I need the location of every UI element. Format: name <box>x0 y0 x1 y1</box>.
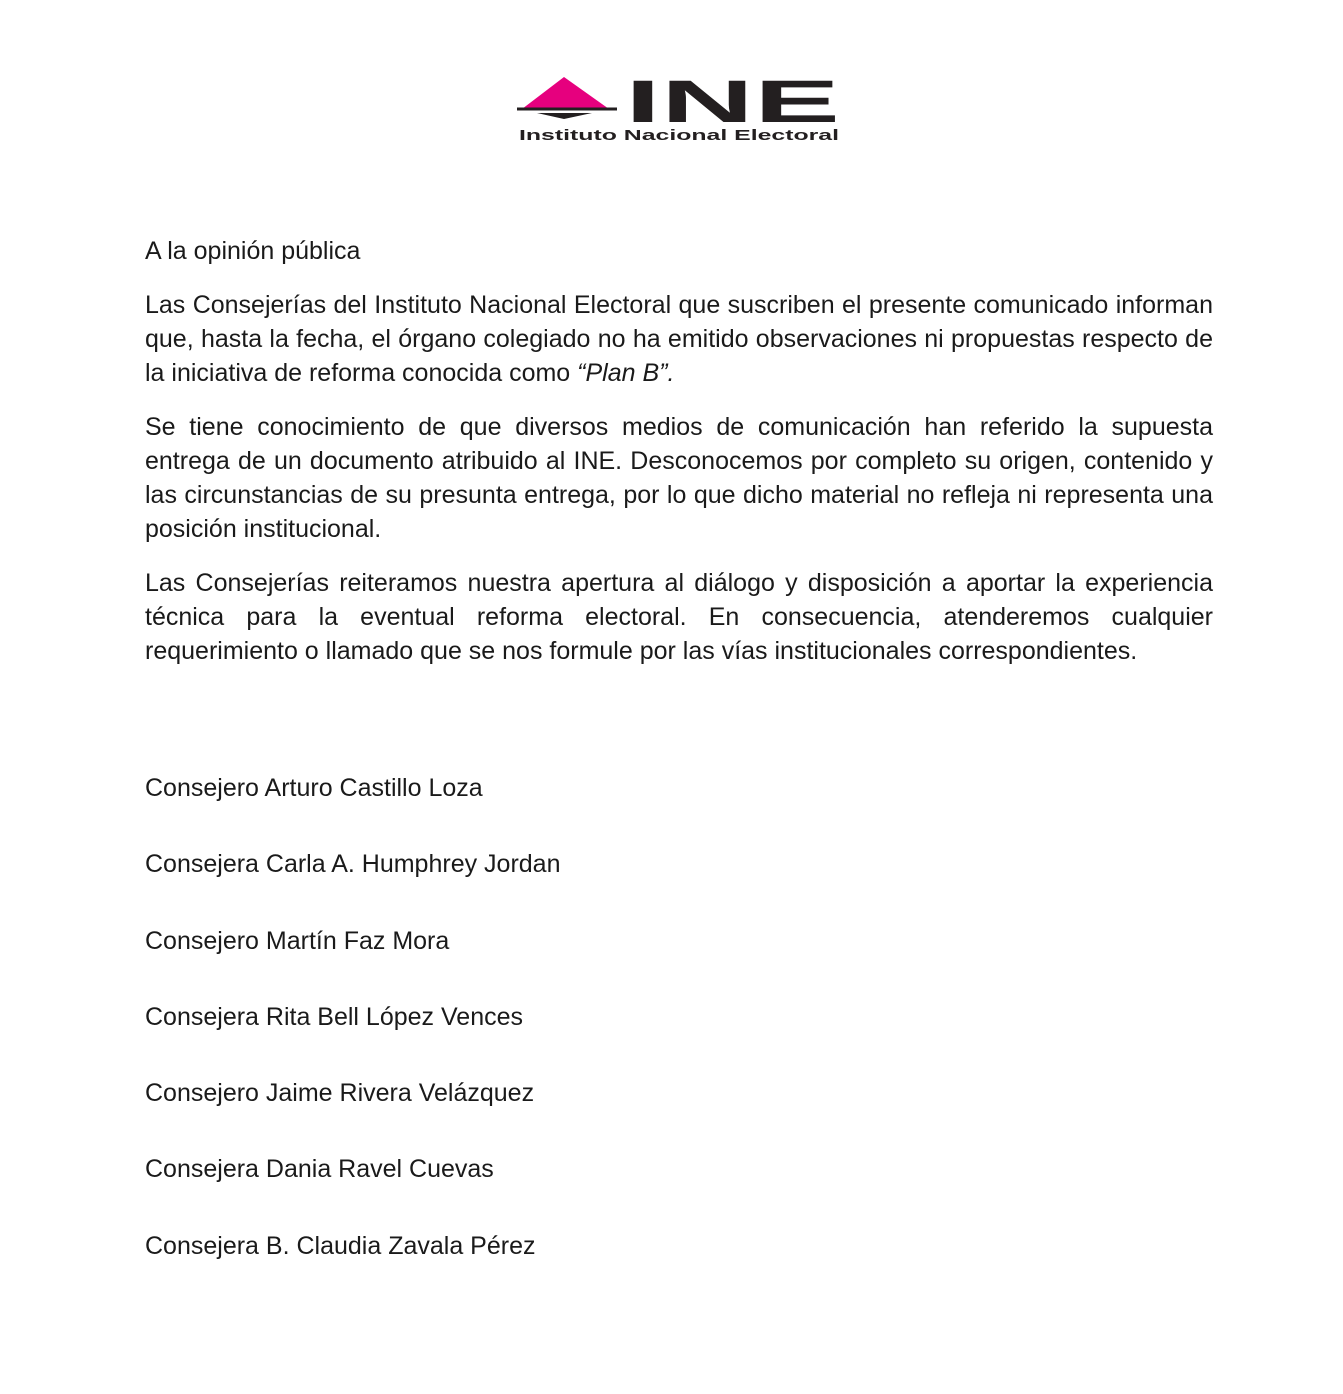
statement-body <box>145 234 1213 688</box>
signatory-7: Consejera B. Claudia Zavala Pérez <box>145 1231 536 1260</box>
ine-logo-subtitle: Instituto Nacional Electoral <box>519 128 839 144</box>
paragraph-1 <box>145 288 1213 390</box>
signatory-2: Consejera Carla A. Humphrey Jordan <box>145 850 561 879</box>
signatory-3: Consejero Martín Faz Mora <box>145 926 450 955</box>
signatory-1: Consejero Arturo Castillo Loza <box>145 774 483 802</box>
paragraph-1-text: Las Consejerías del Instituto Nacional Electoral que suscriben el presente comunicado informan que, hasta la fecha, el órgano colegiado no ha emitido observaciones ni propuestas respecto de la iniciativa de reforma conocida como <box>145 291 1213 387</box>
salutation: A la opinión pública <box>145 237 361 265</box>
ine-logo-pink-diamond-icon <box>522 77 609 109</box>
signatory-4: Consejera Rita Bell López Vences <box>145 1002 524 1031</box>
ine-logo-lower-triangle <box>537 113 592 119</box>
signatories-list <box>145 771 945 1305</box>
ine-logo-wordmark: INE <box>625 75 840 135</box>
ine-logo-graphic <box>517 75 847 145</box>
paragraph-2: Se tiene conocimiento de que diversos medios de comunicación han referido la supuesta entrega de un documento atribuido al INE. Desconocemos por completo su origen, contenido y las circunstancias de su presunta entrega, por lo que dicho material no refleja ni representa una posición institucional. <box>145 413 1213 543</box>
signatory-5: Consejero Jaime Rivera Velázquez <box>145 1079 535 1108</box>
signatory-6: Consejera Dania Ravel Cuevas <box>145 1155 494 1184</box>
paragraph-3: Las Consejerías reiteramos nuestra apertura al diálogo y disposición a aportar la experiencia técnica para la eventual reforma electoral. En consecuencia, atenderemos cualquier requerimiento o llamado que se nos formule por las vías institucionales correspondientes. <box>145 569 1213 665</box>
ine-logo <box>517 75 847 145</box>
plan-b-emphasis: “Plan B”. <box>577 359 675 387</box>
